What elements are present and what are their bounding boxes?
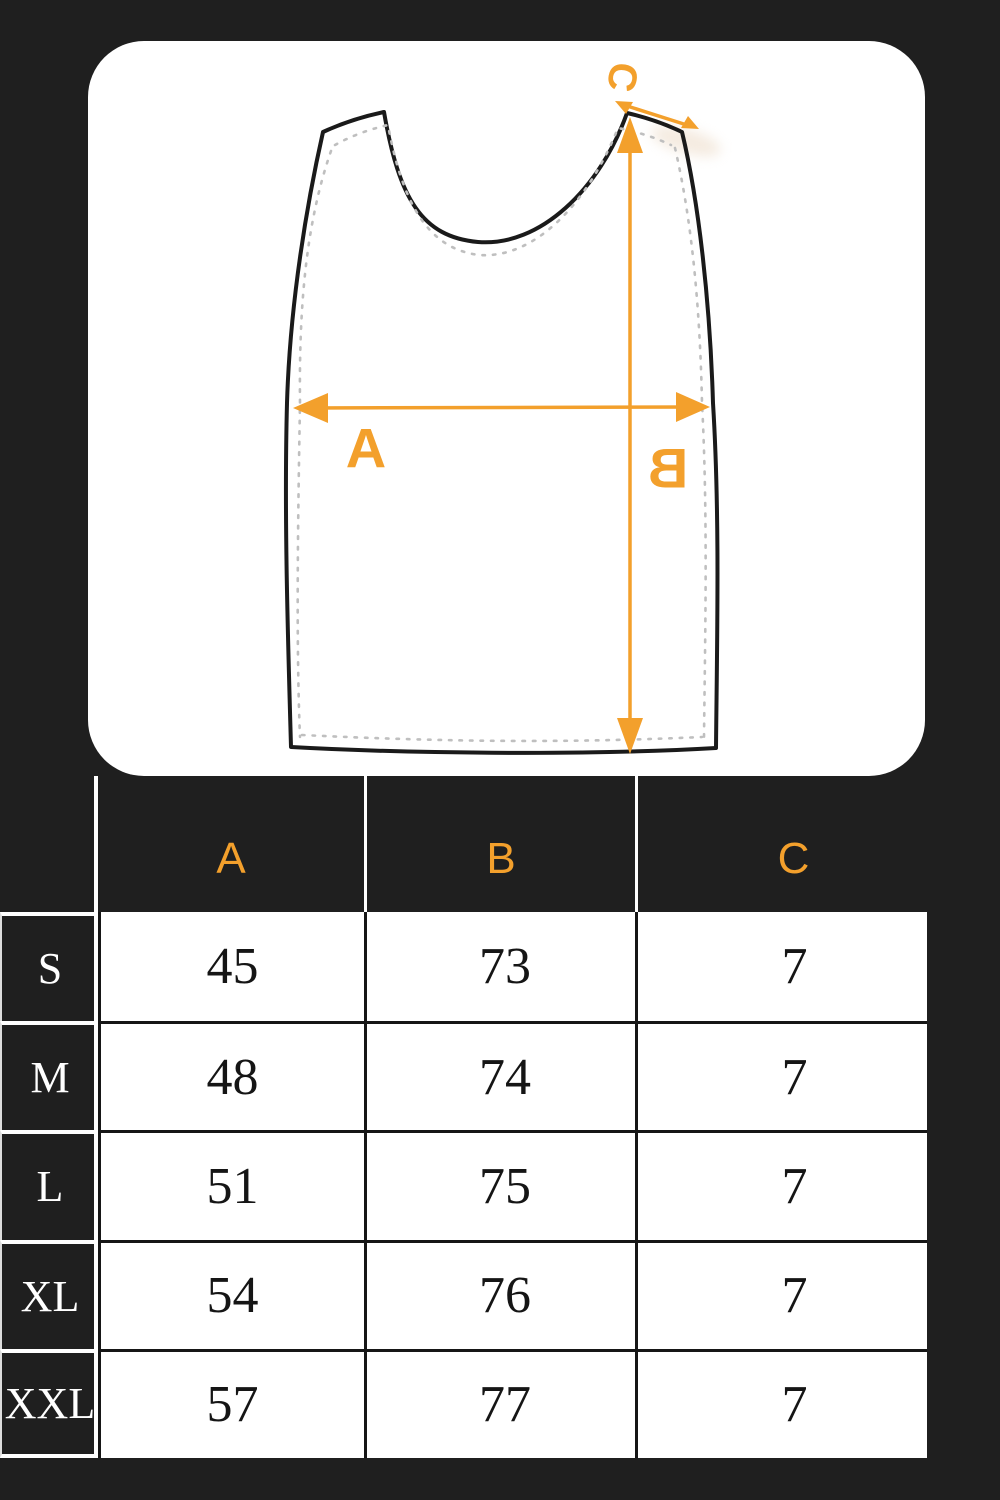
value-cell-l-a: 51: [98, 1130, 364, 1239]
value-cell-xl-b: 76: [364, 1240, 635, 1349]
size-label-xl: XL: [0, 1240, 98, 1349]
column-header-b: B: [364, 776, 635, 912]
value-cell-xxl-c: 7: [635, 1349, 927, 1458]
table-corner: [0, 776, 98, 912]
value-cell-m-c: 7: [635, 1021, 927, 1130]
tank-top-diagram: [88, 41, 925, 776]
value-cell-l-c: 7: [635, 1130, 927, 1239]
value-cell-xxl-b: 77: [364, 1349, 635, 1458]
column-header-a: A: [216, 834, 246, 883]
size-diagram-card: [88, 41, 925, 776]
size-label-m: M: [0, 1021, 98, 1130]
size-table: [0, 776, 927, 1458]
hem-seam-dotted: [302, 735, 702, 741]
value-cell-xxl-a: 57: [98, 1349, 364, 1458]
length-arrow: [617, 117, 643, 754]
value-cell-s-c: 7: [635, 912, 927, 1021]
shoulder-label-c: C: [597, 58, 647, 96]
width-label-a: A: [345, 416, 387, 480]
value-cell-s-a: 45: [98, 912, 364, 1021]
length-label-b: B: [647, 436, 689, 500]
value-cell-m-b: 74: [364, 1021, 635, 1130]
value-cell-l-b: 75: [364, 1130, 635, 1239]
size-label-l: L: [0, 1130, 98, 1239]
value-cell-xl-c: 7: [635, 1240, 927, 1349]
value-cell-m-a: 48: [98, 1021, 364, 1130]
size-label-s: S: [0, 912, 98, 1021]
size-label-xxl: XXL: [0, 1349, 98, 1458]
value-cell-xl-a: 54: [98, 1240, 364, 1349]
value-cell-s-b: 73: [364, 912, 635, 1021]
column-header-c: C: [635, 776, 927, 912]
